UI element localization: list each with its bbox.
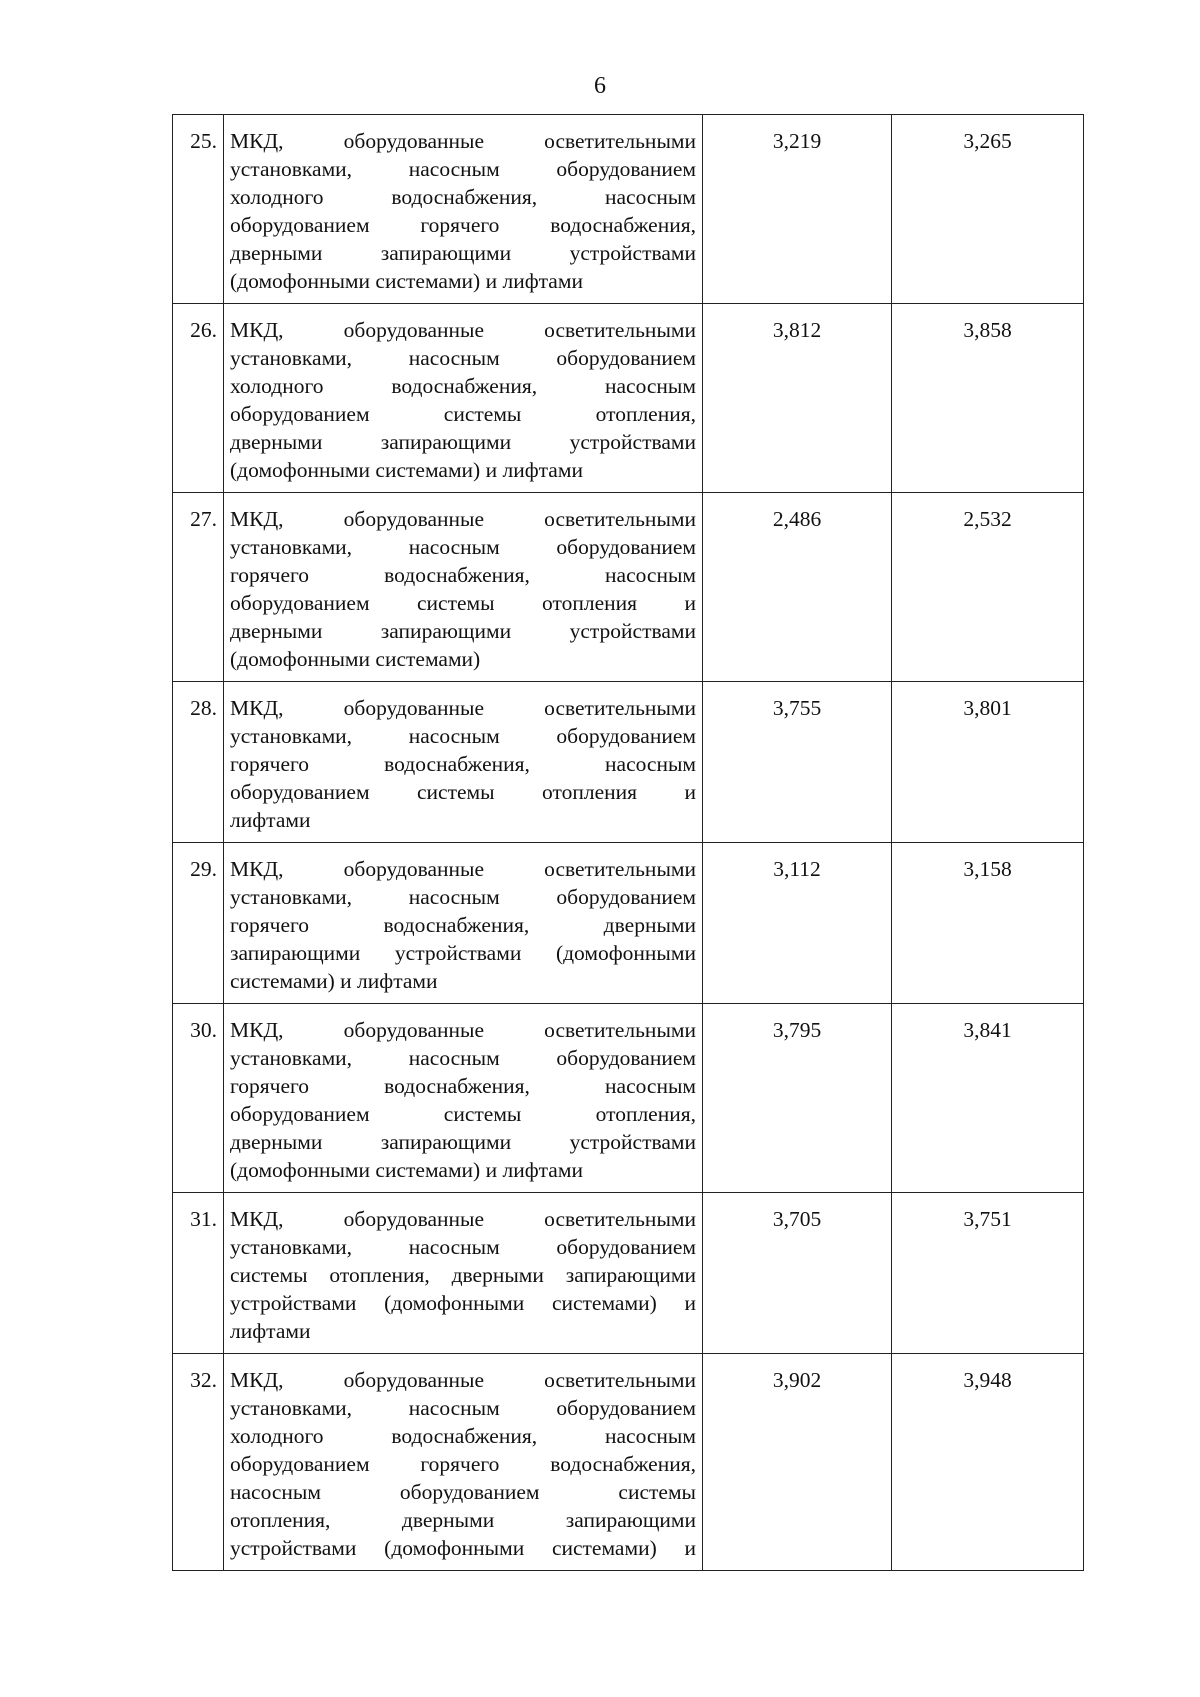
description-line: насосным оборудованием системы — [230, 1480, 696, 1504]
value-cell-1 — [703, 115, 892, 304]
description-line: МКД, оборудованные осветительными — [230, 857, 696, 881]
description-line: горячего водоснабжения, насосным — [230, 1074, 696, 1098]
table-row — [173, 115, 1084, 304]
description-line: горячего водоснабжения, насосным — [230, 752, 696, 776]
description-line: дверными запирающими устройствами — [230, 1130, 696, 1154]
value-cell-1 — [703, 304, 892, 493]
description-line: МКД, оборудованные осветительными — [230, 318, 696, 342]
page-number: 6 — [594, 73, 606, 99]
value-1: 2,486 — [772, 507, 822, 531]
value-cell-1 — [703, 1354, 892, 1571]
description-line: лифтами — [230, 808, 311, 832]
description-line: системами) и лифтами — [230, 969, 438, 993]
value-1: 3,812 — [772, 318, 822, 342]
row-number: 29. — [173, 843, 224, 1004]
table-row — [173, 843, 1084, 1004]
description-line: дверными запирающими устройствами — [230, 241, 696, 265]
value-1: 3,755 — [772, 696, 822, 720]
table-row — [173, 304, 1084, 493]
value-cell-2 — [892, 1004, 1084, 1193]
tariff-table-body — [173, 115, 1084, 1571]
value-cell-2 — [892, 682, 1084, 843]
row-description — [224, 682, 703, 843]
description-line: МКД, оборудованные осветительными — [230, 1018, 696, 1042]
row-number: 26. — [173, 304, 224, 493]
value-2: 3,801 — [963, 696, 1012, 720]
description-line: установками, насосным оборудованием — [230, 724, 696, 748]
description-line: (домофонными системами) и лифтами — [230, 458, 583, 482]
row-description — [224, 493, 703, 682]
description-line: (домофонными системами) и лифтами — [230, 1158, 583, 1182]
value-2: 3,751 — [963, 1207, 1012, 1231]
description-line: холодного водоснабжения, насосным — [230, 1424, 696, 1448]
row-number: 28. — [173, 682, 224, 843]
description-line: оборудованием горячего водоснабжения, — [230, 1452, 696, 1476]
description-line: отопления, дверными запирающими — [230, 1508, 696, 1532]
value-cell-2 — [892, 1354, 1084, 1571]
row-description — [224, 1354, 703, 1571]
row-description — [224, 1004, 703, 1193]
value-cell-2 — [892, 843, 1084, 1004]
description-line: установками, насосным оборудованием — [230, 885, 696, 909]
description-line: горячего водоснабжения, насосным — [230, 563, 696, 587]
table-row — [173, 682, 1084, 843]
row-number: 27. — [173, 493, 224, 682]
row-number: 30. — [173, 1004, 224, 1193]
description-line: оборудованием горячего водоснабжения, — [230, 213, 696, 237]
description-line: запирающими устройствами (домофонными — [230, 941, 696, 965]
row-number: 25. — [173, 115, 224, 304]
description-line: холодного водоснабжения, насосным — [230, 185, 696, 209]
description-line: МКД, оборудованные осветительными — [230, 1368, 696, 1392]
description-line: МКД, оборудованные осветительными — [230, 507, 696, 531]
description-line: устройствами (домофонными системами) и — [230, 1291, 696, 1315]
description-line: МКД, оборудованные осветительными — [230, 129, 696, 153]
value-2: 3,948 — [963, 1368, 1012, 1392]
description-line: горячего водоснабжения, дверными — [230, 913, 696, 937]
value-1: 3,112 — [773, 857, 821, 881]
value-1: 3,795 — [772, 1018, 822, 1042]
row-description — [224, 1193, 703, 1354]
value-cell-1 — [703, 843, 892, 1004]
value-2: 3,265 — [963, 129, 1012, 153]
description-line: дверными запирающими устройствами — [230, 430, 696, 454]
value-cell-1 — [703, 682, 892, 843]
row-description — [224, 843, 703, 1004]
row-number: 32. — [173, 1354, 224, 1571]
value-cell-1 — [703, 493, 892, 682]
table-row — [173, 1193, 1084, 1354]
description-line: системы отопления, дверными запирающими — [230, 1263, 696, 1287]
value-1: 3,902 — [772, 1368, 822, 1392]
table-row — [173, 1354, 1084, 1571]
description-line: оборудованием системы отопления и — [230, 591, 696, 615]
value-2: 3,858 — [963, 318, 1012, 342]
tariff-table — [172, 114, 1084, 1571]
description-line: (домофонными системами) и лифтами — [230, 269, 583, 293]
description-line: МКД, оборудованные осветительными — [230, 696, 696, 720]
description-line: установками, насосным оборудованием — [230, 346, 696, 370]
row-description — [224, 304, 703, 493]
description-line: холодного водоснабжения, насосным — [230, 374, 696, 398]
description-line: оборудованием системы отопления, — [230, 402, 696, 426]
description-line: установками, насосным оборудованием — [230, 157, 696, 181]
description-line: установками, насосным оборудованием — [230, 1046, 696, 1070]
value-cell-1 — [703, 1193, 892, 1354]
table-row — [173, 1004, 1084, 1193]
description-line: дверными запирающими устройствами — [230, 619, 696, 643]
value-1: 3,219 — [772, 129, 822, 153]
table-row — [173, 493, 1084, 682]
value-2: 3,158 — [963, 857, 1012, 881]
description-line: МКД, оборудованные осветительными — [230, 1207, 696, 1231]
description-line: оборудованием системы отопления, — [230, 1102, 696, 1126]
value-1: 3,705 — [772, 1207, 822, 1231]
row-description — [224, 115, 703, 304]
value-cell-2 — [892, 304, 1084, 493]
value-cell-2 — [892, 115, 1084, 304]
description-line: установками, насосным оборудованием — [230, 1396, 696, 1420]
value-cell-2 — [892, 493, 1084, 682]
description-line: установками, насосным оборудованием — [230, 535, 696, 559]
value-cell-1 — [703, 1004, 892, 1193]
value-2: 3,841 — [963, 1018, 1012, 1042]
value-cell-2 — [892, 1193, 1084, 1354]
description-line: оборудованием системы отопления и — [230, 780, 696, 804]
row-number: 31. — [173, 1193, 224, 1354]
description-line: установками, насосным оборудованием — [230, 1235, 696, 1259]
description-line: лифтами — [230, 1319, 311, 1343]
description-line: устройствами (домофонными системами) и — [230, 1536, 696, 1560]
value-2: 2,532 — [963, 507, 1012, 531]
description-line: (домофонными системами) — [230, 647, 481, 671]
